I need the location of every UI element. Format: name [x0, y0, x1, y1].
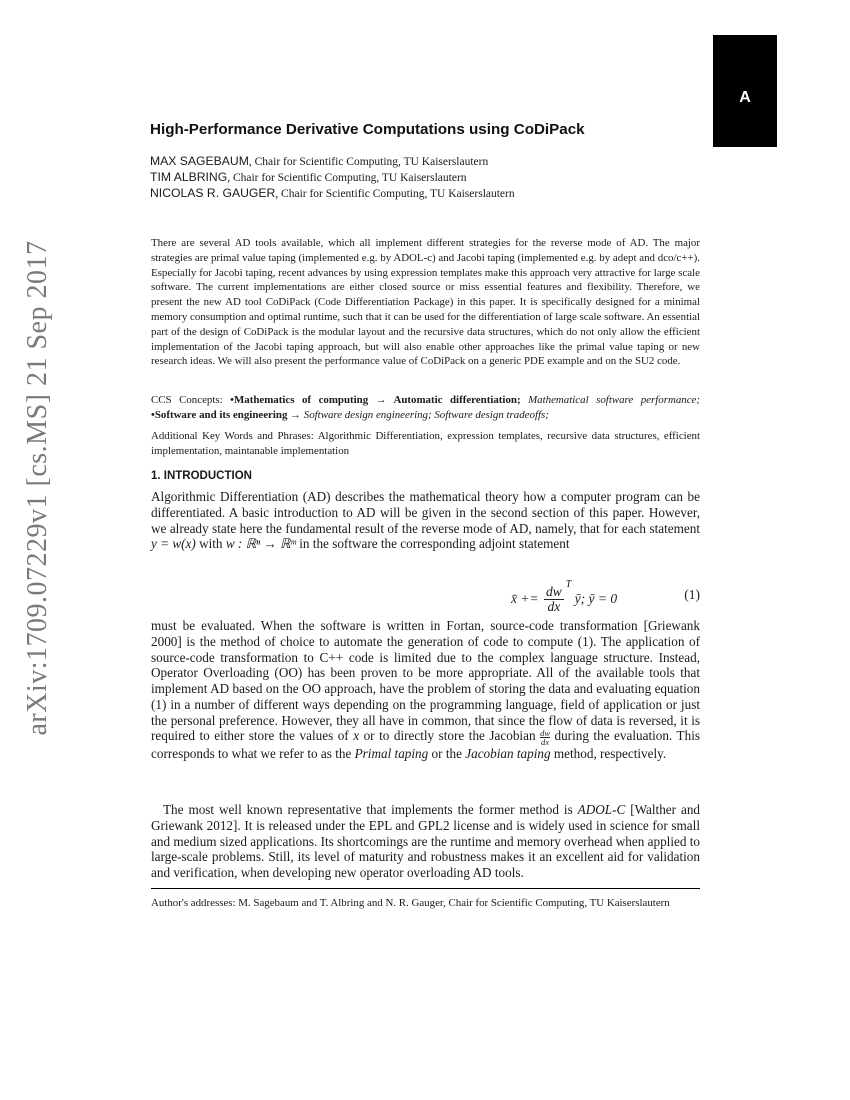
- equation-number: (1): [684, 587, 700, 602]
- term-jacobian-taping: Jacobian taping: [465, 745, 551, 761]
- ccs-item1-bold: •Mathematics of computing → Automatic differentiation;: [230, 394, 521, 406]
- ccs-item2-italic: Software design engineering; Software design tradeoffs;: [303, 408, 549, 421]
- journal-section-tab: [713, 35, 777, 147]
- intro-paragraph-1: [151, 489, 700, 552]
- derivative-fraction: [544, 585, 564, 614]
- fraction-numerator: dw: [545, 584, 562, 600]
- text-run: or to directly store the Jacobian: [359, 728, 541, 744]
- author-name: TIM ALBRING: [150, 170, 228, 184]
- text-run: or the: [428, 745, 466, 761]
- author-2: [150, 170, 710, 186]
- author-affiliation: , Chair for Scientific Computing, TU Kaiserslautern: [275, 188, 515, 200]
- author-1: [150, 154, 710, 170]
- keywords: Additional Key Words and Phrases: Algorithmic Differentiation, expression templates, recursive data structures, efficient implementation, maintanable implementation: [151, 430, 700, 457]
- transpose-superscript: T: [565, 579, 572, 590]
- author-name: MAX SAGEBAUM: [150, 154, 249, 168]
- footnote-divider: [151, 888, 700, 889]
- ccs-prefix: CCS Concepts:: [151, 394, 231, 406]
- ccs-concepts: [151, 393, 700, 423]
- footnote: Author's addresses: M. Sagebaum and T. Albring and N. R. Gauger, Chair for Scientific Computing, TU Kaiserslautern: [151, 897, 670, 909]
- text-run: The most well known representative that implements the former method is: [163, 802, 578, 817]
- text-run: in the software the corresponding adjoint statement: [295, 536, 570, 552]
- text-run: [Walther and Griewank 2012]. It is released under the EPL and GPL2 license and is widely used in science for small and medium sized applications. Its shortcomings are the runtime and memory overhead when applied to large-scale problems. Still, its level of maturity and robustness makes it an excellent aid for validation and verification, when developing new operator overloading AD tools.: [151, 802, 701, 880]
- arxiv-stamp: arXiv:1709.07229v1 [cs.MS] 21 Sep 2017: [22, 240, 53, 736]
- section-heading: 1. INTRODUCTION: [151, 470, 252, 482]
- equation-lhs: x̄ +=: [511, 591, 542, 606]
- equation-body: [511, 579, 617, 614]
- term-primal-taping: Primal taping: [354, 745, 429, 761]
- term-adolc: ADOL-C: [577, 802, 626, 817]
- ccs-item1-italic: Mathematical software performance;: [520, 394, 701, 406]
- text-run: during the evaluation. This corresponds to what we refer to as the: [151, 728, 700, 761]
- author-name: NICOLAS R. GAUGER: [150, 186, 276, 200]
- inline-math: y = w(x): [151, 536, 196, 552]
- text-run: with: [195, 536, 226, 552]
- text-run: Algorithmic Differentiation (AD) describes the mathematical theory how a computer program can be differentiated. A basic introduction to AD will be given in the second section of this paper. However, we already state here the fundamental result of the reverse mode of AD, namely, that for each statement: [151, 489, 700, 536]
- author-3: [150, 186, 710, 202]
- equation-rest: ȳ; ȳ = 0: [571, 591, 618, 606]
- intro-paragraph-2: [151, 618, 700, 761]
- fraction-denominator: dx: [541, 736, 550, 747]
- author-affiliation: , Chair for Scientific Computing, TU Kaiserslautern: [227, 172, 467, 184]
- fraction-denominator: dx: [547, 599, 561, 615]
- inline-math: x: [353, 728, 360, 744]
- author-list: [150, 154, 710, 202]
- text-run: method, respectively.: [550, 745, 667, 761]
- author-affiliation: , Chair for Scientific Computing, TU Kaiserslautern: [248, 156, 489, 168]
- fraction-numerator: dw: [540, 727, 550, 738]
- intro-paragraph-3: [151, 802, 700, 881]
- text-run: must be evaluated. When the software is written in Fortan, source-code transformation [Griewank 2000] is the method of choice to automate the generation of code to compute (1). The application of source-code transformation to C++ code is limited due to the complex language structure. Instead, Operator Overloading (OO) has been proven to be more appropriate. All of the available tools that implement AD based on the OO approach, have the problem of storing the data and evaluating equation (1) in a number of different ways depending on the programming language, field of application or just the personal preference. However, they all have in common, that since the flow of data is reversed, it is required to either store the values of: [151, 618, 700, 744]
- abstract: There are several AD tools available, which all implement different strategies for the reverse mode of AD. The major strategies are primal value taping (implemented e.g. by ADOL-c) and Jacobi taping (implemented e.g. by adept and dco/c++). Especially for Jacobi taping, recent advances by using expression templates make this approach very attractive for large scale software. The current implementations are either closed source or miss essential features and flexibility. Therefore, we present the new AD tool CoDiPack (Code Differentiation Package) in this paper. It is specifically designed for a minimal memory consumption and optimal runtime, such that it can be used for the differentiation of large scale software. An essential part of the design of CoDiPack is the modular layout and the recursive data structures, which do not only allow the efficient implementation of the Jacobi taping approach, but will also enable other approaches like the primal value taping or new research ideas. We will also present the performance value of CoDiPack on a generic PDE example and on the SU2 code.: [151, 237, 700, 368]
- equation-1: [151, 575, 700, 615]
- ccs-item2-bold: •Software and its engineering →: [151, 408, 304, 421]
- inline-fraction: [540, 729, 550, 746]
- tab-letter: A: [739, 89, 751, 106]
- paper-title: High-Performance Derivative Computations using CoDiPack: [150, 121, 585, 138]
- inline-math: w : ℝⁿ → ℝᵐ: [225, 536, 296, 552]
